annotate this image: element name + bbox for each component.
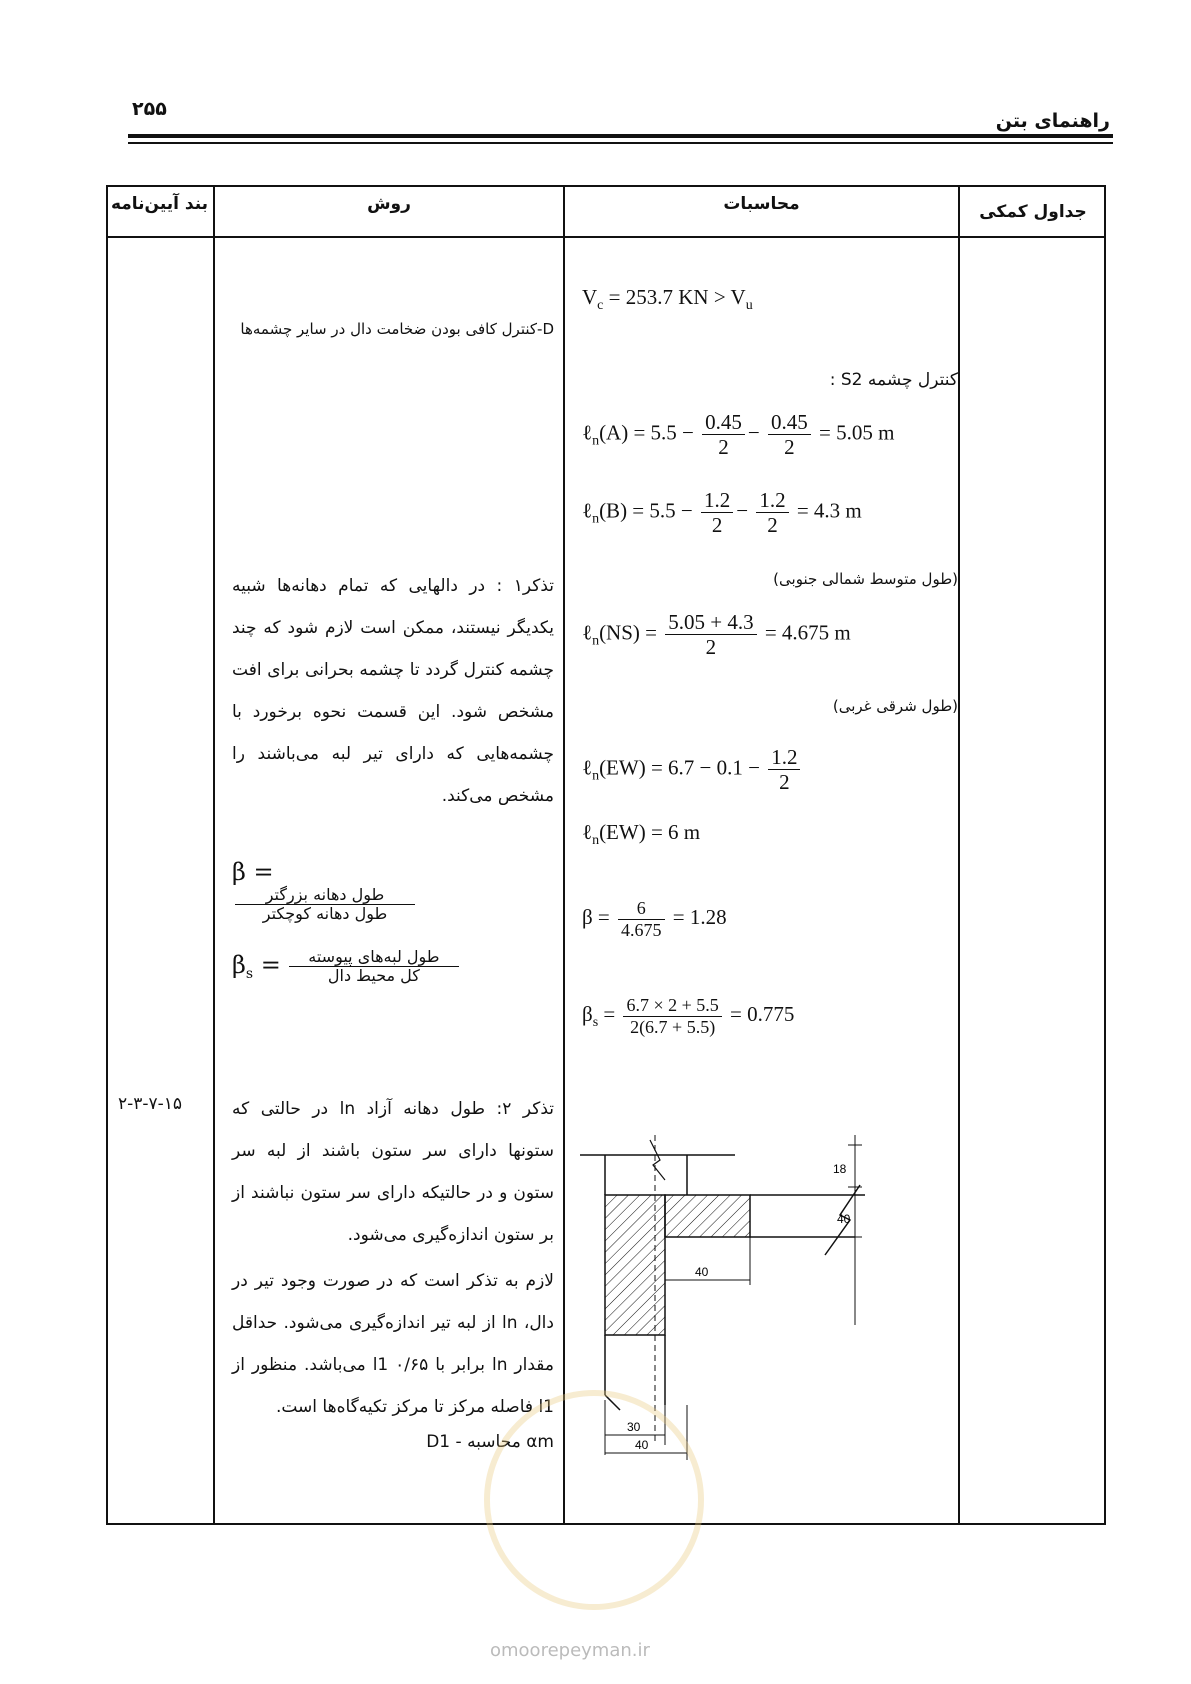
calc-ln-b: ℓ$_n$(B) = 5.5 − $\frac{1.2}{2}$ − $\frac{1.2}{2}$ = 4.3 m (582, 488, 862, 538)
calc-ln-ns: ℓ$_n$(NS) = $\frac{5.05 + 4.3}{2}$ = 4.675 m (582, 610, 851, 660)
beta-definition: β = $\frac{\text{طول دهانه بزرگتر}}{\text{طول دهانه کوچکتر}}$ (232, 858, 462, 924)
method-item-d1: αm محاسبه - D1 (426, 1432, 554, 1452)
method-note-2-part2: لازم به تذکر است که در صورت وجود تیر در دال، ln از لبه تیر اندازه‌گیری می‌شود. حداقل مقدار ln برابر با l1 ۰/۶۵ می‌باشد. منظور از l1 فاصله مرکز تا مرکز تکیه‌گاه‌ها است. (232, 1271, 554, 1417)
beta-def-denominator: طول دهانه کوچکتر (262, 904, 388, 924)
dim-40-bottom: 40 (635, 1438, 649, 1452)
header-rule-thin (128, 142, 1113, 144)
calc-ln-ew: ℓ$_n$(EW) = 6.7 − 0.1 − $\frac{1.2}{2}$ (582, 745, 803, 794)
code-reference: ۲-۳-۷-۱۵ (118, 1094, 183, 1114)
beta-def-numerator: طول دهانه بزرگتر (235, 886, 415, 905)
col-header-method: روش (367, 194, 411, 214)
calc-s2-label: کنترل چشمه S2 : (829, 370, 958, 390)
betas-def-denominator: کل محیط دال (327, 966, 420, 986)
beta-s-definition: $\beta_s$ = $\frac{\text{طول لبه‌های پیوسته}}{\text{کل محیط دال}}$ (232, 948, 462, 986)
watermark-seal (484, 1390, 704, 1610)
header-rule-thick (128, 134, 1113, 138)
header-row-divider (106, 236, 1106, 238)
calc-ew-label: (طول شرقی غربی) (832, 697, 958, 715)
betas-def-numerator: طول لبه‌های پیوسته (289, 948, 459, 967)
calc-ln-ew-result: ℓ$_n$(EW) = 6 m (582, 820, 701, 848)
book-title: راهنمای بتن (995, 110, 1110, 132)
method-item-d: D-کنترل کافی بودن ضخامت دال در سایر چشمه‌ها (240, 320, 554, 338)
method-note-2-part1: تذکر ۲: طول دهانه آزاد ln در حالتی که ستونها دارای سر ستون باشند از لبه سر ستون و در حالتیکه دارای سر ستون نباشند از بر ستون اندازه‌گیری می‌شود. (232, 1099, 554, 1245)
dim-30: 30 (627, 1420, 641, 1434)
col-divider-1 (213, 185, 215, 1525)
dim-18: 18 (833, 1162, 847, 1176)
watermark-url: omoorepeyman.ir (490, 1640, 650, 1661)
method-note-1: تذکر۱ : در دالهایی که تمام دهانه‌ها شبیه یکدیگر نیستند، ممکن است لازم شود که چند چشمه کنترل گردد تا چشمه بحرانی برای افت مشخص شود. این قسمت نحوه برخورد با چشمه‌هایی که دارای تیر لبه می‌باشند را مشخص می‌کند. (232, 576, 554, 806)
col-header-code-ref: بند آیین‌نامه (110, 194, 209, 214)
calc-beta-s: $\beta_s$ = $\frac{6.7 \times 2 + 5.5}{2(6.7 + 5.5)}$ = 0.775 (582, 995, 795, 1037)
calc-ns-label: (طول متوسط شمالی جنوبی) (773, 570, 958, 588)
calc-vc: $V_c = 253.7$ KN > $V_u$ (582, 285, 753, 313)
dim-40-top: 40 (695, 1265, 709, 1279)
col-divider-2 (563, 185, 565, 1525)
calc-beta: β = $\frac{6}{4.675}$ = 1.28 (582, 898, 727, 940)
col-header-aux-tables: جداول کمکی (979, 202, 1087, 222)
col-divider-3 (958, 185, 960, 1525)
dim-40-right: 40 (837, 1212, 851, 1226)
col-header-calculations: محاسبات (723, 194, 800, 214)
calc-ln-a: ℓ$_n$(A) = 5.5 − $\frac{0.45}{2}$ − $\frac{0.45}{2}$ = 5.05 m (582, 410, 895, 460)
page-number: ۲۵۵ (132, 98, 167, 120)
